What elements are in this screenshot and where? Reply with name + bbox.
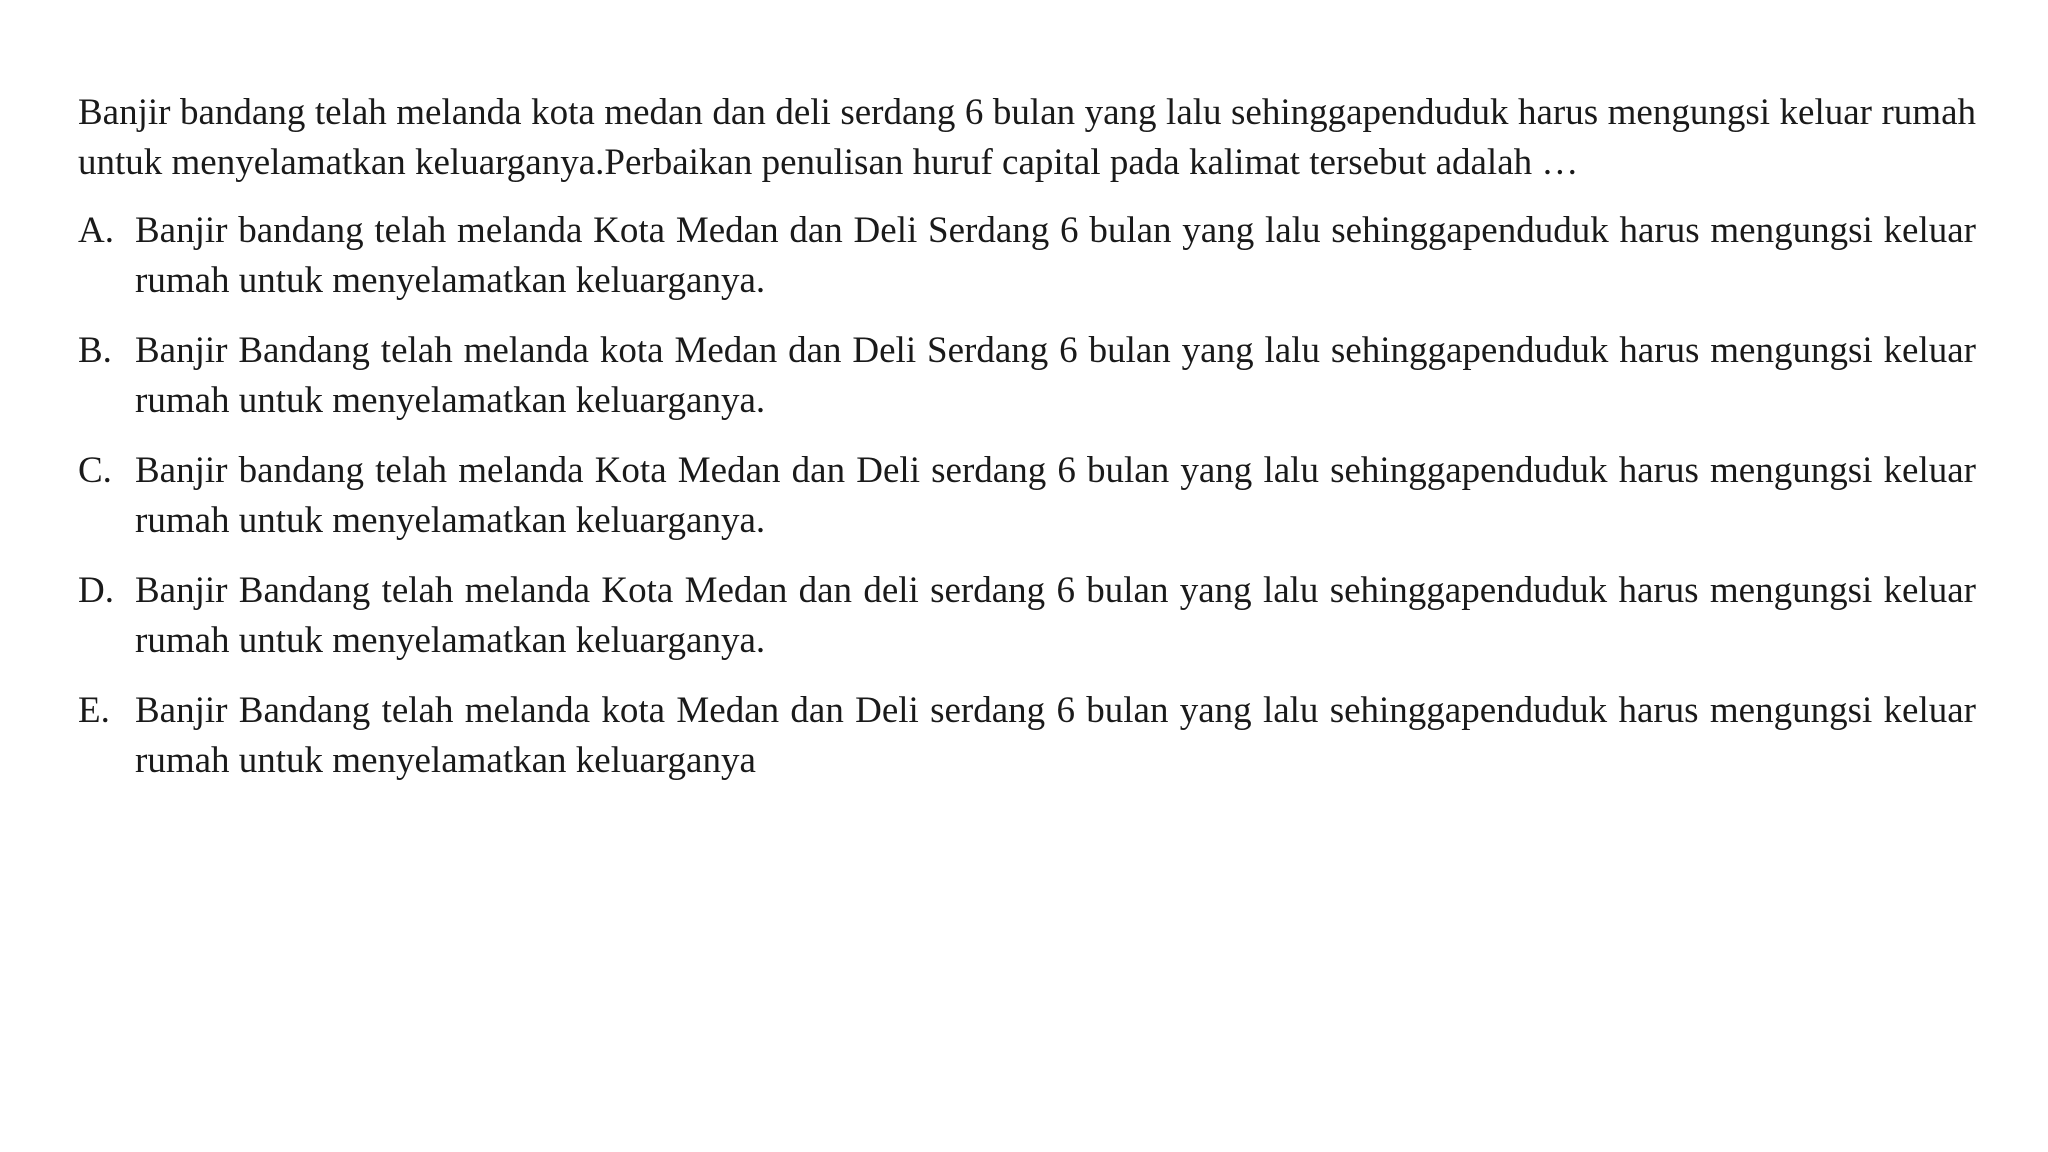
option-text: Banjir Bandang telah melanda Kota Medan dan deli serdang 6 bulan yang lalu sehinggapenduduk harus mengungsi keluar rumah untuk menyelamatkan keluarganya. <box>135 570 1976 661</box>
document-page <box>78 88 1976 806</box>
option-letter: B. <box>78 330 112 371</box>
option-d[interactable] <box>78 566 1976 666</box>
option-text: Banjir Bandang telah melanda kota Medan dan Deli Serdang 6 bulan yang lalu sehinggapenduduk harus mengungsi keluar rumah untuk menyelamatkan keluarganya. <box>135 330 1976 421</box>
option-text: Banjir bandang telah melanda Kota Medan dan Deli Serdang 6 bulan yang lalu sehinggapenduduk harus mengungsi keluar rumah untuk menyelamatkan keluarganya. <box>135 210 1976 301</box>
option-text: Banjir Bandang telah melanda kota Medan dan Deli serdang 6 bulan yang lalu sehinggapenduduk harus mengungsi keluar rumah untuk menyelamatkan keluarganya <box>135 690 1976 781</box>
option-c[interactable] <box>78 446 1976 546</box>
answer-options-list <box>78 206 1976 786</box>
option-letter: D. <box>78 570 114 611</box>
option-e[interactable] <box>78 686 1976 786</box>
question-text: Banjir bandang telah melanda kota medan dan deli serdang 6 bulan yang lalu sehinggapenduduk harus mengungsi keluar rumah untuk menyelamatkan keluarganya.Perbaikan penulisan huruf capital pada kalimat tersebut adalah … <box>78 92 1976 183</box>
option-letter: A. <box>78 210 114 251</box>
option-b[interactable] <box>78 326 1976 426</box>
option-a[interactable] <box>78 206 1976 306</box>
option-text: Banjir bandang telah melanda Kota Medan dan Deli serdang 6 bulan yang lalu sehinggapenduduk harus mengungsi keluar rumah untuk menyelamatkan keluarganya. <box>135 450 1976 541</box>
option-letter: E. <box>78 690 110 731</box>
option-letter: C. <box>78 450 112 491</box>
